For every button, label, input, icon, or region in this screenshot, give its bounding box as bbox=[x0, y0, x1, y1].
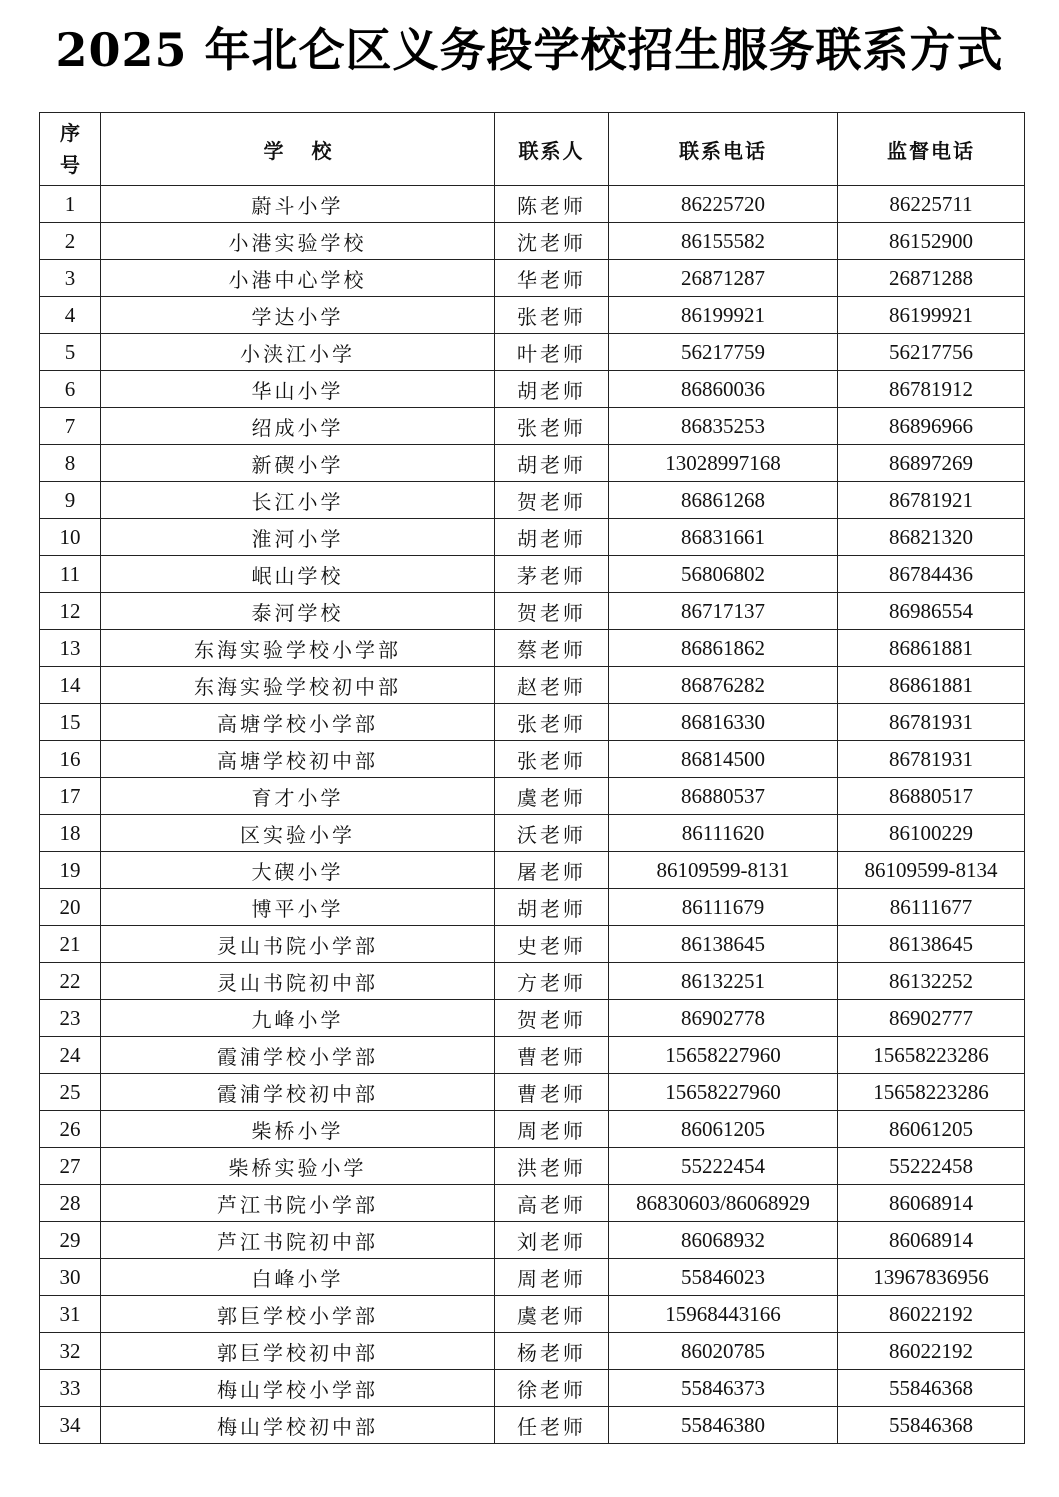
supervision-phone: 86022192 bbox=[838, 1333, 1025, 1370]
contact-phone: 86020785 bbox=[609, 1333, 838, 1370]
school-name: 梅山学校初中部 bbox=[101, 1407, 495, 1444]
row-number: 7 bbox=[40, 408, 101, 445]
contact-person: 张老师 bbox=[495, 297, 609, 334]
header-row bbox=[40, 113, 1025, 186]
supervision-phone: 86109599-8134 bbox=[838, 852, 1025, 889]
table-row bbox=[40, 223, 1025, 260]
school-name: 小浃江小学 bbox=[101, 334, 495, 371]
school-name: 郭巨学校小学部 bbox=[101, 1296, 495, 1333]
supervision-phone: 13967836956 bbox=[838, 1259, 1025, 1296]
supervision-phone: 86022192 bbox=[838, 1296, 1025, 1333]
row-number: 19 bbox=[40, 852, 101, 889]
contact-phone: 86199921 bbox=[609, 297, 838, 334]
contact-person: 张老师 bbox=[495, 408, 609, 445]
contact-phone: 86814500 bbox=[609, 741, 838, 778]
school-name: 霞浦学校小学部 bbox=[101, 1037, 495, 1074]
contact-person: 赵老师 bbox=[495, 667, 609, 704]
supervision-phone: 55846368 bbox=[838, 1370, 1025, 1407]
contact-person: 沃老师 bbox=[495, 815, 609, 852]
header-school-char2: 校 bbox=[311, 138, 332, 163]
contact-phone: 86138645 bbox=[609, 926, 838, 963]
supervision-phone: 86880517 bbox=[838, 778, 1025, 815]
table-row bbox=[40, 1296, 1025, 1333]
school-name: 柴桥实验小学 bbox=[101, 1148, 495, 1185]
school-name: 岷山学校 bbox=[101, 556, 495, 593]
contact-phone: 86816330 bbox=[609, 704, 838, 741]
supervision-phone: 86132252 bbox=[838, 963, 1025, 1000]
contact-person: 陈老师 bbox=[495, 186, 609, 223]
school-name: 泰河学校 bbox=[101, 593, 495, 630]
row-number: 28 bbox=[40, 1185, 101, 1222]
school-name: 灵山书院小学部 bbox=[101, 926, 495, 963]
contact-person: 曹老师 bbox=[495, 1074, 609, 1111]
school-name: 高塘学校小学部 bbox=[101, 704, 495, 741]
supervision-phone: 86138645 bbox=[838, 926, 1025, 963]
row-number: 1 bbox=[40, 186, 101, 223]
supervision-phone: 86068914 bbox=[838, 1185, 1025, 1222]
school-name: 淮河小学 bbox=[101, 519, 495, 556]
table-row bbox=[40, 963, 1025, 1000]
contact-person: 胡老师 bbox=[495, 371, 609, 408]
supervision-phone: 15658223286 bbox=[838, 1037, 1025, 1074]
row-number: 26 bbox=[40, 1111, 101, 1148]
school-name: 育才小学 bbox=[101, 778, 495, 815]
supervision-phone: 86199921 bbox=[838, 297, 1025, 334]
school-name: 博平小学 bbox=[101, 889, 495, 926]
supervision-phone: 86068914 bbox=[838, 1222, 1025, 1259]
contact-phone: 86830603/86068929 bbox=[609, 1185, 838, 1222]
table-row bbox=[40, 593, 1025, 630]
school-name: 九峰小学 bbox=[101, 1000, 495, 1037]
school-name: 东海实验学校初中部 bbox=[101, 667, 495, 704]
supervision-phone: 86896966 bbox=[838, 408, 1025, 445]
contact-person: 沈老师 bbox=[495, 223, 609, 260]
supervision-phone: 86111677 bbox=[838, 889, 1025, 926]
row-number: 4 bbox=[40, 297, 101, 334]
school-name: 郭巨学校初中部 bbox=[101, 1333, 495, 1370]
supervision-phone: 86061205 bbox=[838, 1111, 1025, 1148]
header-seq-line1: 序 bbox=[60, 121, 80, 145]
school-name: 芦江书院初中部 bbox=[101, 1222, 495, 1259]
contact-person: 虞老师 bbox=[495, 1296, 609, 1333]
contact-phone: 86860036 bbox=[609, 371, 838, 408]
contact-phone: 86717137 bbox=[609, 593, 838, 630]
contact-phone: 55846023 bbox=[609, 1259, 838, 1296]
row-number: 25 bbox=[40, 1074, 101, 1111]
row-number: 32 bbox=[40, 1333, 101, 1370]
contact-person: 叶老师 bbox=[495, 334, 609, 371]
table-row bbox=[40, 1074, 1025, 1111]
contact-phone: 86068932 bbox=[609, 1222, 838, 1259]
table-row bbox=[40, 778, 1025, 815]
school-name: 小港实验学校 bbox=[101, 223, 495, 260]
supervision-phone: 86225711 bbox=[838, 186, 1025, 223]
contact-person: 洪老师 bbox=[495, 1148, 609, 1185]
table-row bbox=[40, 1185, 1025, 1222]
header-seq-line2: 号 bbox=[60, 153, 80, 177]
school-name: 大碶小学 bbox=[101, 852, 495, 889]
row-number: 24 bbox=[40, 1037, 101, 1074]
contact-person: 杨老师 bbox=[495, 1333, 609, 1370]
contact-phone: 86111620 bbox=[609, 815, 838, 852]
contact-phone: 15658227960 bbox=[609, 1074, 838, 1111]
contact-table bbox=[39, 112, 1025, 1444]
contact-person: 曹老师 bbox=[495, 1037, 609, 1074]
school-name: 高塘学校初中部 bbox=[101, 741, 495, 778]
row-number: 20 bbox=[40, 889, 101, 926]
supervision-phone: 26871288 bbox=[838, 260, 1025, 297]
table-row bbox=[40, 186, 1025, 223]
row-number: 34 bbox=[40, 1407, 101, 1444]
row-number: 15 bbox=[40, 704, 101, 741]
row-number: 21 bbox=[40, 926, 101, 963]
supervision-phone: 55846368 bbox=[838, 1407, 1025, 1444]
header-school bbox=[101, 113, 495, 186]
school-name: 华山小学 bbox=[101, 371, 495, 408]
contact-phone: 56806802 bbox=[609, 556, 838, 593]
table-row bbox=[40, 260, 1025, 297]
table-row bbox=[40, 741, 1025, 778]
contact-person: 徐老师 bbox=[495, 1370, 609, 1407]
row-number: 14 bbox=[40, 667, 101, 704]
contact-phone: 86831661 bbox=[609, 519, 838, 556]
row-number: 2 bbox=[40, 223, 101, 260]
row-number: 13 bbox=[40, 630, 101, 667]
table-row bbox=[40, 556, 1025, 593]
contact-person: 蔡老师 bbox=[495, 630, 609, 667]
contact-person: 虞老师 bbox=[495, 778, 609, 815]
table-row bbox=[40, 1000, 1025, 1037]
school-name: 蔚斗小学 bbox=[101, 186, 495, 223]
contact-phone: 26871287 bbox=[609, 260, 838, 297]
supervision-phone: 86897269 bbox=[838, 445, 1025, 482]
header-seq bbox=[40, 113, 101, 186]
table-row bbox=[40, 704, 1025, 741]
row-number: 29 bbox=[40, 1222, 101, 1259]
table-row bbox=[40, 889, 1025, 926]
contact-phone: 55222454 bbox=[609, 1148, 838, 1185]
contact-person: 张老师 bbox=[495, 704, 609, 741]
row-number: 18 bbox=[40, 815, 101, 852]
supervision-phone: 86781912 bbox=[838, 371, 1025, 408]
school-name: 长江小学 bbox=[101, 482, 495, 519]
table-row bbox=[40, 1370, 1025, 1407]
school-name: 小港中心学校 bbox=[101, 260, 495, 297]
contact-phone: 86861862 bbox=[609, 630, 838, 667]
contact-phone: 86902778 bbox=[609, 1000, 838, 1037]
contact-phone: 86132251 bbox=[609, 963, 838, 1000]
school-name: 梅山学校小学部 bbox=[101, 1370, 495, 1407]
supervision-phone: 86861881 bbox=[838, 630, 1025, 667]
contact-person: 贺老师 bbox=[495, 1000, 609, 1037]
school-name: 柴桥小学 bbox=[101, 1111, 495, 1148]
school-name: 学达小学 bbox=[101, 297, 495, 334]
table-row bbox=[40, 519, 1025, 556]
table-row bbox=[40, 408, 1025, 445]
contact-phone: 86061205 bbox=[609, 1111, 838, 1148]
school-name: 白峰小学 bbox=[101, 1259, 495, 1296]
supervision-phone: 86784436 bbox=[838, 556, 1025, 593]
row-number: 10 bbox=[40, 519, 101, 556]
page-title: 2025 年北仑区义务段学校招生服务联系方式 bbox=[55, 23, 1004, 77]
table-row bbox=[40, 1222, 1025, 1259]
row-number: 30 bbox=[40, 1259, 101, 1296]
table-row bbox=[40, 1111, 1025, 1148]
supervision-phone: 86100229 bbox=[838, 815, 1025, 852]
table-row bbox=[40, 852, 1025, 889]
contact-phone: 86225720 bbox=[609, 186, 838, 223]
supervision-phone: 86821320 bbox=[838, 519, 1025, 556]
supervision-phone: 86781921 bbox=[838, 482, 1025, 519]
contact-phone: 56217759 bbox=[609, 334, 838, 371]
row-number: 27 bbox=[40, 1148, 101, 1185]
table-row bbox=[40, 297, 1025, 334]
supervision-phone: 86781931 bbox=[838, 704, 1025, 741]
supervision-phone: 55222458 bbox=[838, 1148, 1025, 1185]
table-row bbox=[40, 334, 1025, 371]
row-number: 31 bbox=[40, 1296, 101, 1333]
table-row bbox=[40, 667, 1025, 704]
contact-person: 胡老师 bbox=[495, 519, 609, 556]
header-phone: 联系电话 bbox=[609, 113, 838, 186]
table-row bbox=[40, 815, 1025, 852]
supervision-phone: 56217756 bbox=[838, 334, 1025, 371]
contact-phone: 86861268 bbox=[609, 482, 838, 519]
contact-person: 茅老师 bbox=[495, 556, 609, 593]
contact-person: 张老师 bbox=[495, 741, 609, 778]
contact-phone: 86835253 bbox=[609, 408, 838, 445]
school-name: 霞浦学校初中部 bbox=[101, 1074, 495, 1111]
supervision-phone: 86152900 bbox=[838, 223, 1025, 260]
header-contact: 联系人 bbox=[495, 113, 609, 186]
table-row bbox=[40, 630, 1025, 667]
row-number: 12 bbox=[40, 593, 101, 630]
contact-phone: 86876282 bbox=[609, 667, 838, 704]
row-number: 22 bbox=[40, 963, 101, 1000]
row-number: 3 bbox=[40, 260, 101, 297]
school-name: 芦江书院小学部 bbox=[101, 1185, 495, 1222]
contact-person: 高老师 bbox=[495, 1185, 609, 1222]
contact-person: 贺老师 bbox=[495, 482, 609, 519]
contact-phone: 15658227960 bbox=[609, 1037, 838, 1074]
row-number: 33 bbox=[40, 1370, 101, 1407]
supervision-phone: 86781931 bbox=[838, 741, 1025, 778]
contact-person: 胡老师 bbox=[495, 889, 609, 926]
table-body bbox=[40, 186, 1025, 1444]
contact-phone: 86111679 bbox=[609, 889, 838, 926]
contact-phone: 86880537 bbox=[609, 778, 838, 815]
contact-person: 周老师 bbox=[495, 1259, 609, 1296]
contact-person: 胡老师 bbox=[495, 445, 609, 482]
contact-person: 史老师 bbox=[495, 926, 609, 963]
row-number: 6 bbox=[40, 371, 101, 408]
school-name: 东海实验学校小学部 bbox=[101, 630, 495, 667]
contact-phone: 86109599-8131 bbox=[609, 852, 838, 889]
row-number: 17 bbox=[40, 778, 101, 815]
school-name: 区实验小学 bbox=[101, 815, 495, 852]
table-row bbox=[40, 482, 1025, 519]
table-row bbox=[40, 926, 1025, 963]
contact-person: 周老师 bbox=[495, 1111, 609, 1148]
contact-phone: 86155582 bbox=[609, 223, 838, 260]
contact-phone: 15968443166 bbox=[609, 1296, 838, 1333]
table-row bbox=[40, 371, 1025, 408]
table-row bbox=[40, 1333, 1025, 1370]
table-row bbox=[40, 1037, 1025, 1074]
contact-person: 华老师 bbox=[495, 260, 609, 297]
row-number: 5 bbox=[40, 334, 101, 371]
row-number: 8 bbox=[40, 445, 101, 482]
header-supervision: 监督电话 bbox=[838, 113, 1025, 186]
contact-phone: 13028997168 bbox=[609, 445, 838, 482]
contact-phone: 55846380 bbox=[609, 1407, 838, 1444]
school-name: 灵山书院初中部 bbox=[101, 963, 495, 1000]
row-number: 23 bbox=[40, 1000, 101, 1037]
contact-person: 刘老师 bbox=[495, 1222, 609, 1259]
contact-phone: 55846373 bbox=[609, 1370, 838, 1407]
contact-person: 屠老师 bbox=[495, 852, 609, 889]
row-number: 9 bbox=[40, 482, 101, 519]
school-name: 绍成小学 bbox=[101, 408, 495, 445]
contact-person: 方老师 bbox=[495, 963, 609, 1000]
table-row bbox=[40, 1259, 1025, 1296]
contact-person: 贺老师 bbox=[495, 593, 609, 630]
supervision-phone: 15658223286 bbox=[838, 1074, 1025, 1111]
supervision-phone: 86902777 bbox=[838, 1000, 1025, 1037]
supervision-phone: 86861881 bbox=[838, 667, 1025, 704]
supervision-phone: 86986554 bbox=[838, 593, 1025, 630]
header-school-char1: 学 bbox=[263, 138, 284, 163]
school-name: 新碶小学 bbox=[101, 445, 495, 482]
table-row bbox=[40, 1407, 1025, 1444]
table-row bbox=[40, 1148, 1025, 1185]
row-number: 16 bbox=[40, 741, 101, 778]
contact-person: 任老师 bbox=[495, 1407, 609, 1444]
table-row bbox=[40, 445, 1025, 482]
row-number: 11 bbox=[40, 556, 101, 593]
